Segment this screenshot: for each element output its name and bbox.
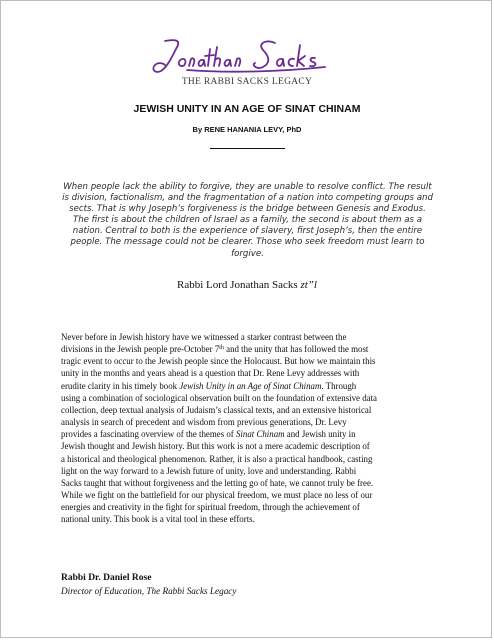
body-line	[61, 513, 437, 525]
body-line-text: tragic event to occur to the Jewish people since the Holocaust. But how we maintain this	[61, 356, 376, 367]
body-line-text: and the unity that has followed the most	[223, 344, 369, 355]
signature-name: Rabbi Dr. Daniel Rose	[61, 573, 152, 583]
body-line-text: light on the way forward to a Jewish future of unity, love and understanding. Rabbi	[61, 465, 357, 476]
body-line	[61, 428, 437, 440]
body-line-text: erudite clarity in his timely book	[61, 380, 180, 391]
body-line-text: Never before in Jewish history have we witnessed a starker contrast between the	[61, 332, 347, 342]
body-line-text: national unity. This book is a vital tool in these efforts.	[61, 514, 255, 525]
body-line	[61, 453, 437, 465]
body-line	[61, 380, 437, 392]
body-line	[61, 343, 437, 355]
quote-attribution	[1, 279, 493, 291]
signature-logo-graphic	[147, 37, 347, 75]
document-byline: By RENE HANANIA LEVY, PhD	[192, 125, 302, 134]
body-line-text: Sacks taught that without forgiveness and the letting go of hate, we cannot truly be free.	[61, 477, 374, 488]
logo-subtitle: THE RABBI SACKS LEGACY	[181, 77, 313, 87]
signature-role: Director of Education, The Rabbi Sacks Legacy	[61, 586, 237, 596]
body-line-text: provides a fascinating overview of the themes of	[61, 429, 236, 440]
rabbi-sacks-legacy-logo	[1, 37, 493, 87]
body-line	[61, 477, 437, 489]
body-line-text: While we fight on the battlefield for our physical freedom, we must place no less of our	[61, 490, 373, 501]
italic-term: Sinat Chinam	[235, 429, 285, 440]
body-line	[61, 404, 437, 416]
body-line	[61, 355, 437, 367]
book-title: Jewish Unity in an Age of Sinat Chinam	[179, 380, 322, 391]
body-line-text: a historical and theological phenomenon. Rather, it is also a practical handbook, casting	[61, 453, 373, 464]
body-line-text: analysis in search of precedent and wisdom from previous generations, Dr. Levy	[61, 417, 347, 428]
ordinal-superscript: th	[219, 345, 224, 352]
body-line	[61, 367, 437, 379]
body-line-text: using a combination of sociological observation built on the foundation of extensive data	[61, 392, 377, 403]
body-line-text: Jewish thought and Jewish history. But this work is not a mere academic description of	[61, 441, 370, 452]
attribution-name: Rabbi Lord Jonathan Sacks	[177, 279, 298, 291]
body-line	[61, 465, 437, 477]
body-line-text: unity in the months and years ahead is a question that Dr. Rene Levy addresses with	[61, 368, 360, 379]
body-text	[61, 331, 437, 526]
body-line-text: energies and creativity in the fight for spiritual freedom, through the achievement of	[61, 502, 360, 513]
body-line	[61, 392, 437, 404]
body-line	[61, 416, 437, 428]
document-title: JEWISH UNITY IN AN AGE OF SINAT CHINAM	[133, 103, 361, 115]
body-line	[61, 331, 437, 343]
attribution-suffix: zt”l	[300, 279, 317, 291]
title-divider	[210, 148, 285, 149]
body-line-text: . Through	[321, 380, 357, 391]
body-line-text: collection, deep textual analysis of Judaism’s classical texts, and an extensive historical	[61, 404, 372, 415]
body-line	[61, 501, 437, 513]
epigraph-quote: When people lack the ability to forgive, they are unable to resolve conflict. The result is division, factionalism, and the fragmentation of a nation into competing groups and sects. That is why Joseph’s forgiveness is the bridge between Genesis and Exodus. The first is about the children of Israel as a family, the second is about them as a nation. Central to both is the experience of slavery, first Joseph’s, then the entire people. The message could not be clearer. Those who seek freedom must learn to forgive.	[62, 182, 433, 259]
body-line	[61, 440, 437, 452]
body-line-text: and Jewish unity in	[284, 429, 356, 440]
body-line	[61, 489, 437, 501]
body-line-text: divisions in the Jewish people pre-October 7	[61, 344, 220, 355]
